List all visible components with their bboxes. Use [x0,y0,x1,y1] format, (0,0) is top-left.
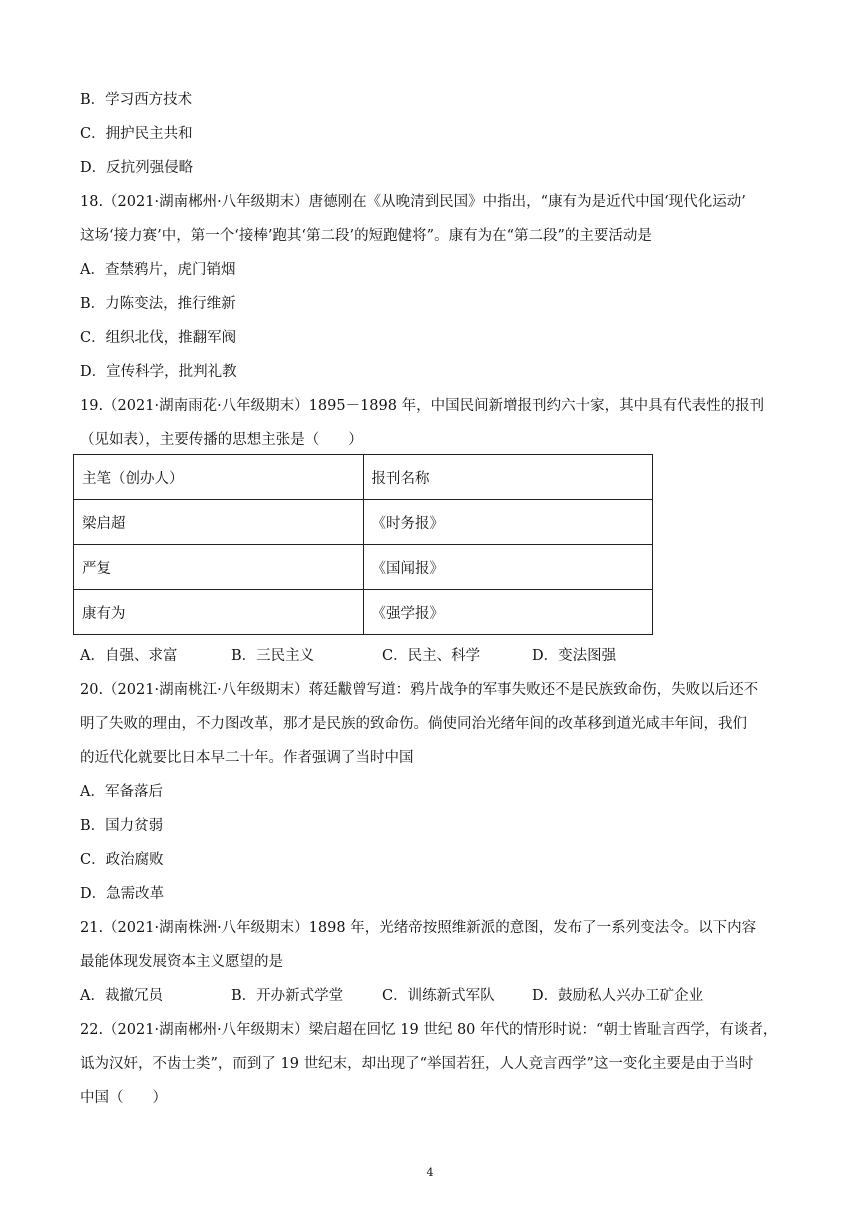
table-cell: 《强学报》 [363,590,653,635]
q19-option-d: D．变法图强 [532,648,617,664]
table-cell: 《国闻报》 [363,545,653,590]
q19-option-b: B．三民主义 [231,648,315,664]
q20-option-d: D．急需改革 [80,886,165,902]
table-row [74,500,653,545]
table-header-row [74,455,653,500]
q18-option-d: D．宣传科学，批判礼教 [80,364,237,380]
table-cell: 康有为 [74,590,364,635]
table-cell: 严复 [74,545,364,590]
q19-stem-line-2: （见如表），主要传播的思想主张是（ ） [80,432,363,448]
q21-option-d: D．鼓励私人兴办工矿企业 [532,988,704,1004]
q21-stem-line-2: 最能体现发展资本主义愿望的是 [80,954,283,970]
q19-stem-line-1: 19.（2021·湖南雨花·八年级期末）1895－1898 年，中国民间新增报刊约六十家，其中具有代表性的报刊 [80,398,765,414]
q18-stem-line-1: 18.（2021·湖南郴州·八年级期末）唐德刚在《从晚清到民国》中指出，“康有为是近代中国‘现代化运动’ [80,194,746,210]
table-row [74,545,653,590]
table-header-cell: 主笔（创办人） [74,455,364,500]
q21-option-c: C．训练新式军队 [382,988,495,1004]
q22-stem-line-2: 诋为汉奸，不齿士类”，而到了 19 世纪末，却出现了“举国若狂，人人竞言西学”这一变化主要是由于当时 [80,1056,754,1072]
q20-option-a: A．军备落后 [80,784,163,800]
q20-stem-line-1: 20.（2021·湖南桃江·八年级期末）蒋廷黻曾写道：鸦片战争的军事失败还不是民族致命伤，失败以后还不 [80,682,759,698]
q21-stem-line-1: 21.（2021·湖南株洲·八年级期末）1898 年，光绪帝按照维新派的意图，发布了一系列变法令。以下内容 [80,920,757,936]
q21-option-a: A．裁撤冗员 [80,988,163,1004]
q18-option-c: C．组织北伐，推翻军阀 [80,330,237,346]
table-cell: 梁启超 [74,500,364,545]
table-row [74,590,653,635]
q20-option-c: C．政治腐败 [80,852,164,868]
option-c-q17: C．拥护民主共和 [80,126,193,142]
q20-option-b: B．国力贫弱 [80,818,164,834]
q21-option-b: B．开办新式学堂 [231,988,344,1004]
table-cell: 《时务报》 [363,500,653,545]
table-header-cell: 报刊名称 [363,455,653,500]
option-b-q17: B．学习西方技术 [80,92,193,108]
q19-option-a: A．自强、求富 [80,648,178,664]
q20-stem-line-2: 明了失败的理由，不力图改革，那才是民族的致命伤。倘使同治光绪年间的改革移到道光咸丰年间，我们 [80,716,747,732]
q18-option-b: B．力陈变法，推行维新 [80,296,236,312]
q18-stem-line-2: 这场‘接力赛’中，第一个‘接棒’跑其‘第二段’的短跑健将”。康有为在“第二段”的主要活动是 [80,228,652,244]
q18-option-a: A．查禁鸦片，虎门销烟 [80,262,236,278]
newspaper-table [73,454,653,635]
q20-stem-line-3: 的近代化就要比日本早二十年。作者强调了当时中国 [80,750,414,766]
q22-stem-line-1: 22.（2021·湖南郴州·八年级期末）梁启超在回忆 19 世纪 80 年代的情形时说：“朝士皆耻言西学，有谈者， [80,1022,778,1038]
q19-option-c: C．民主、科学 [382,648,481,664]
option-d-q17: D．反抗列强侵略 [80,160,194,176]
q22-stem-line-3: 中国（ ） [80,1090,167,1106]
page-number: 4 [426,1166,434,1179]
